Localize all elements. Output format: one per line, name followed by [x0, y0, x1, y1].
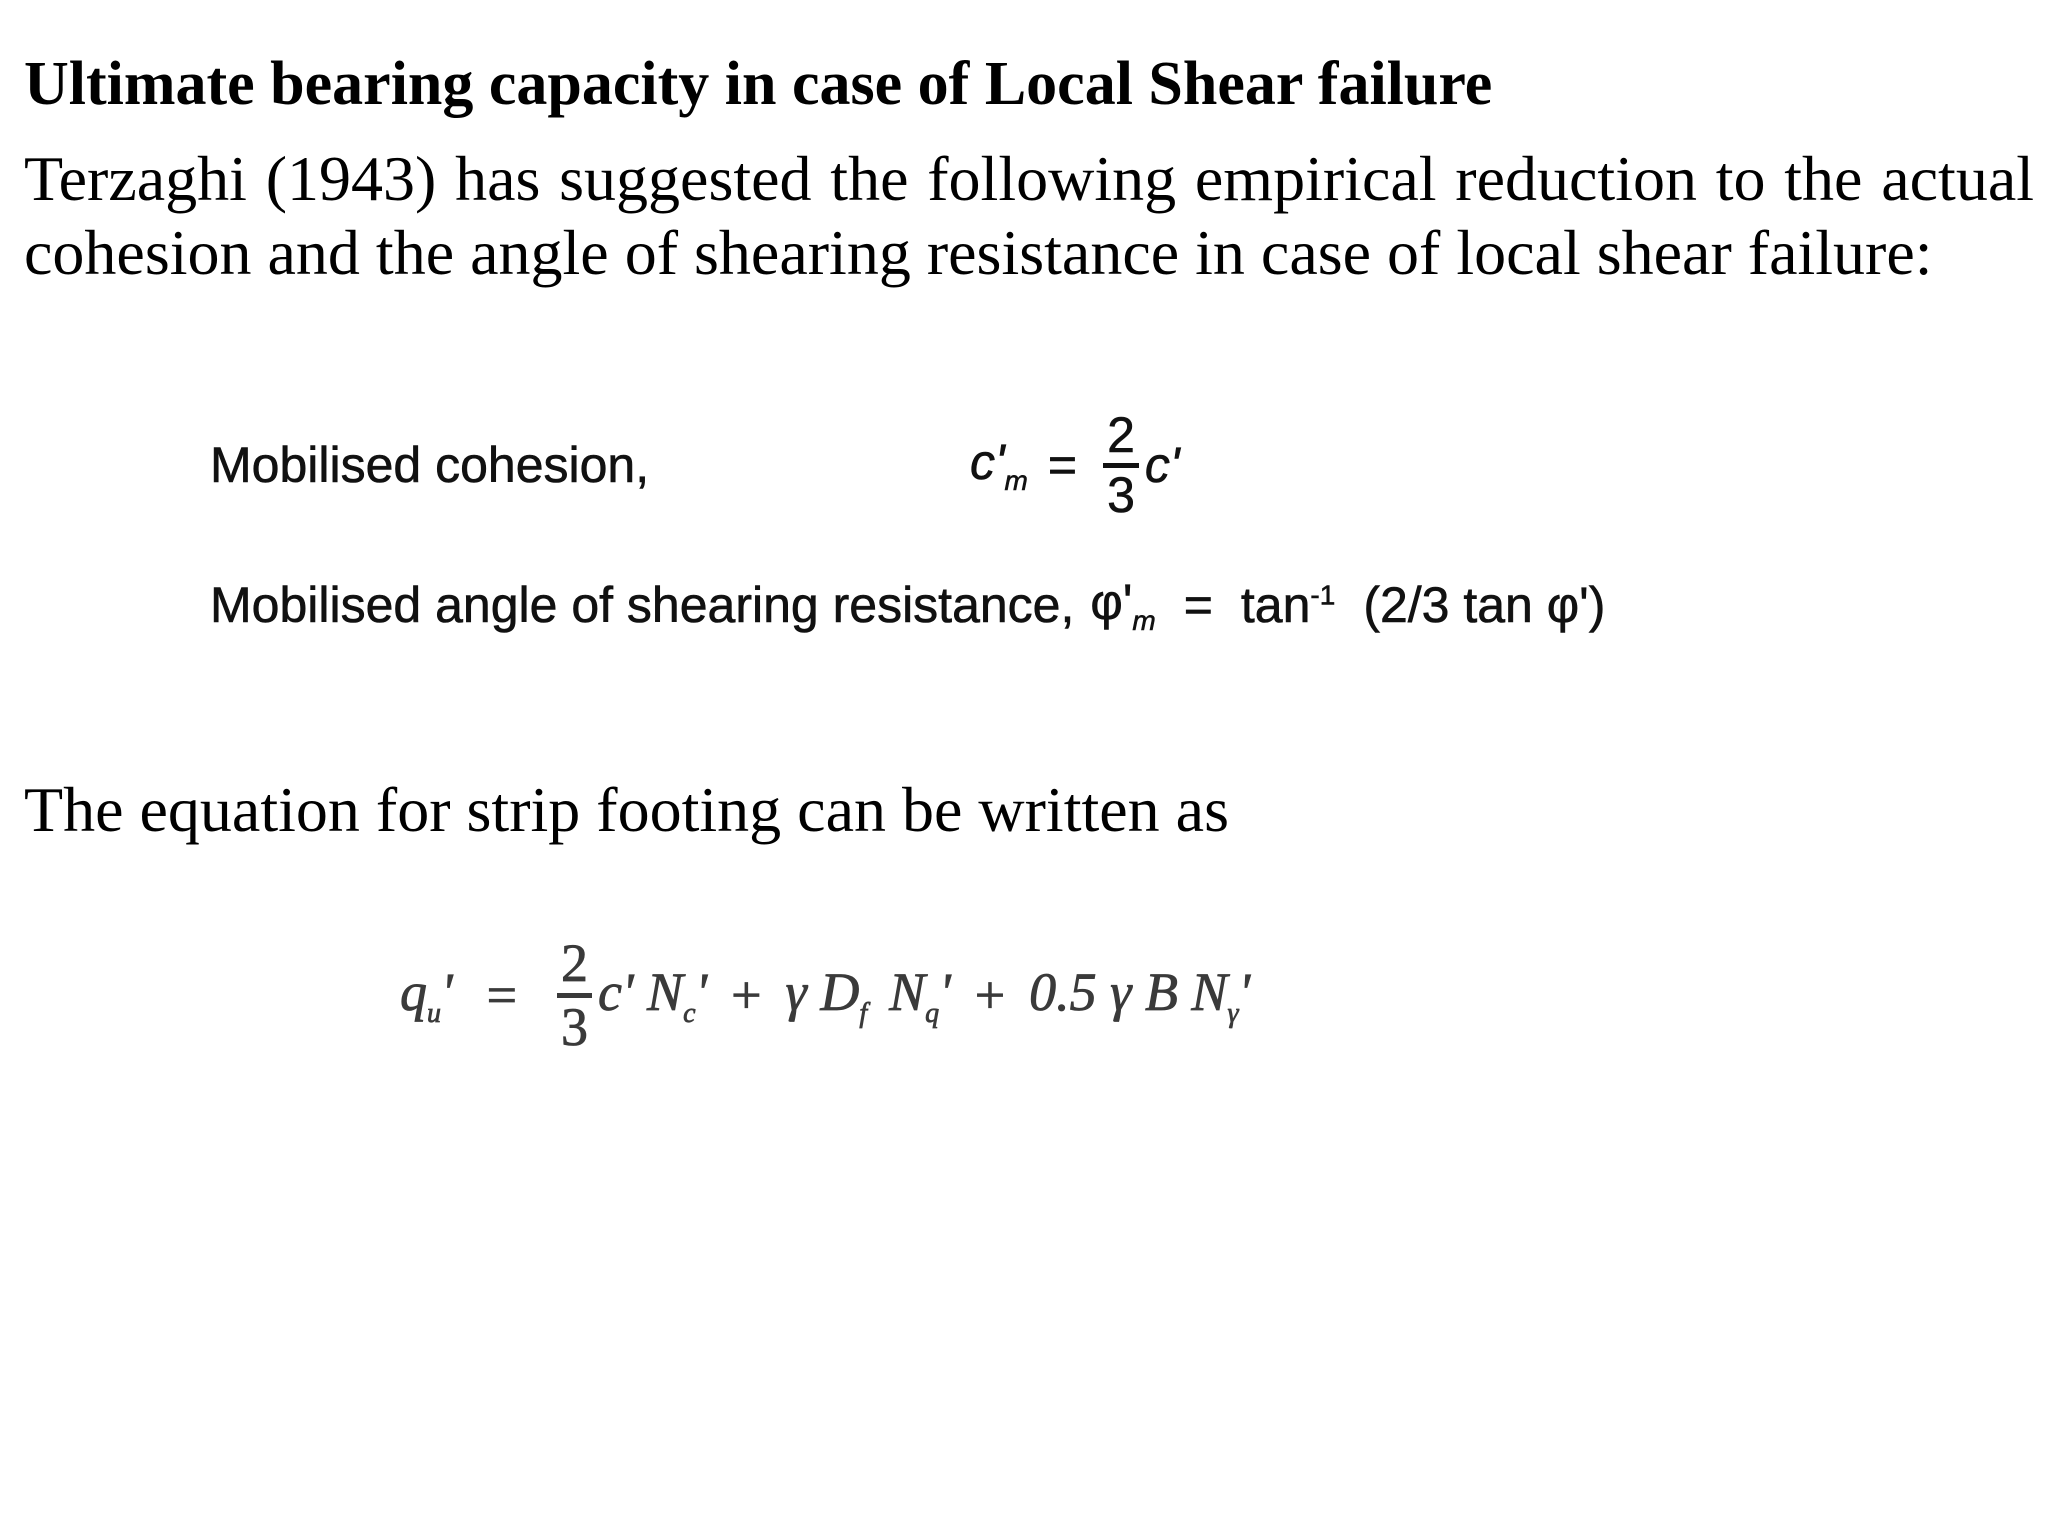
equation-plus-2: +	[974, 965, 1006, 1025]
mobilised-angle-label: Mobilised angle of shearing resistance,	[210, 577, 1075, 633]
equation-term-surcharge: γ $D_f$ $N_q'$	[785, 961, 951, 1029]
equals-sign: =	[1047, 437, 1078, 493]
mobilised-cohesion-lhs: $c'_m$	[970, 434, 1028, 496]
equation-plus-1: +	[731, 965, 762, 1025]
mobilised-angle-lhs: $\varphi'_m$	[1090, 574, 1156, 636]
strip-footing-equation	[400, 925, 1250, 1065]
equation-term-unit-weight: 0.5 γ B $N_\gamma'$	[1029, 961, 1251, 1029]
equation-equals: =	[486, 965, 518, 1025]
cohesion-symbol: c'	[1144, 437, 1180, 493]
mobilised-cohesion-row	[210, 407, 1180, 523]
strip-footing-statement: The equation for strip footing can be written as	[24, 774, 1229, 845]
equation-fraction: $\frac{2}{3}$	[557, 936, 592, 1054]
arctan-argument: (2/3 tan φ')	[1363, 577, 1606, 633]
equation-term-cohesion: c' $N_c'$	[598, 961, 708, 1029]
equals-sign-2: =	[1183, 577, 1213, 633]
section-heading: Ultimate bearing capacity in case of Local Shear failure	[24, 50, 1493, 118]
mobilised-cohesion-label: Mobilised cohesion,	[210, 437, 650, 493]
arctan-function: $\tan^{-1}$	[1240, 577, 1336, 633]
two-thirds-fraction: $\frac{2}{3}$	[1103, 410, 1139, 520]
intro-paragraph: Terzaghi (1943) has suggested the following empirical reduction to the actual cohesion and the angle of shearing resistance in case of local shear failure:	[24, 143, 2034, 288]
equation-lhs: $q_u'$	[400, 961, 453, 1029]
mobilised-angle-row	[210, 565, 1605, 645]
